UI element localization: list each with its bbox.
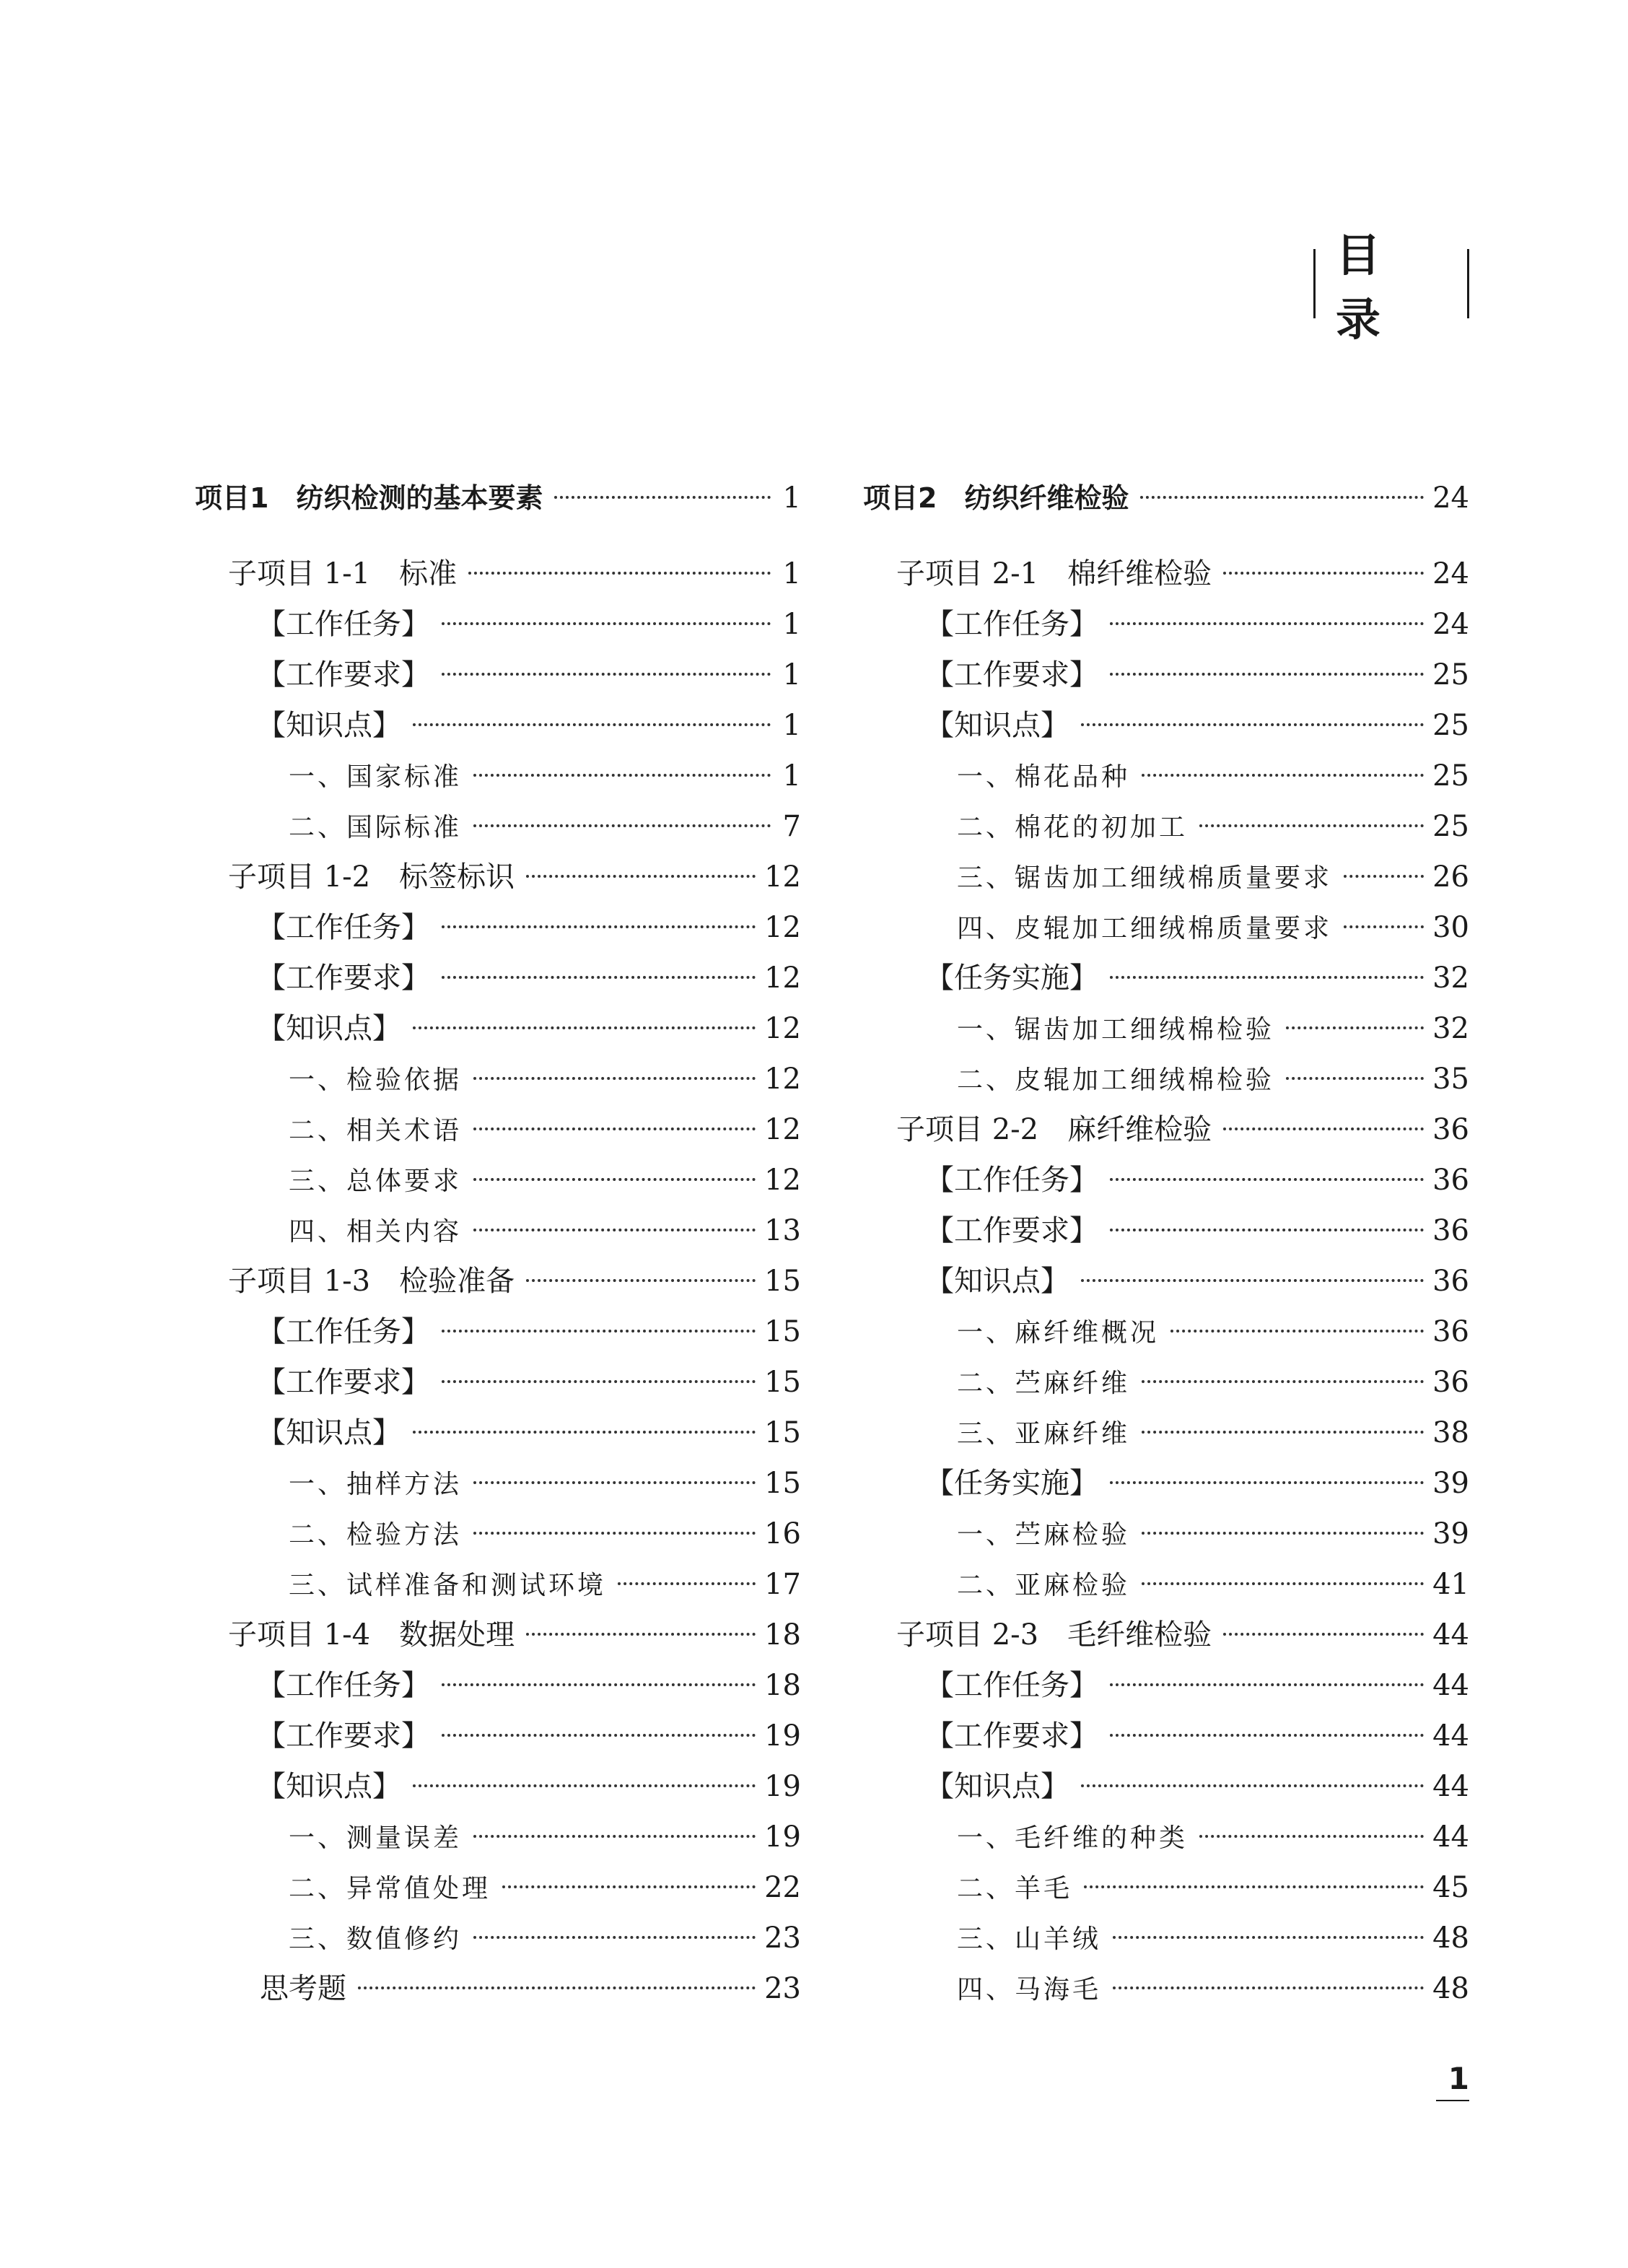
toc-leader-dots bbox=[1081, 1784, 1424, 1787]
toc-leader-dots bbox=[1140, 496, 1424, 499]
toc-leader-dots bbox=[442, 1330, 756, 1333]
toc-leader-dots bbox=[1344, 925, 1424, 928]
toc-entry-title: 二、相关术语 bbox=[289, 1116, 463, 1146]
toc-entry[interactable] bbox=[957, 805, 1469, 848]
toc-entry-title: 【工作任务】 bbox=[925, 1164, 1098, 1197]
toc-entry-page: 25 bbox=[1432, 810, 1469, 843]
toc-entry[interactable] bbox=[896, 1613, 1469, 1657]
toc-entry-title: 二、亚麻检验 bbox=[957, 1571, 1131, 1600]
toc-entry-page: 22 bbox=[764, 1871, 801, 1904]
toc-leader-dots bbox=[468, 572, 771, 575]
toc-entry-page: 1 bbox=[782, 759, 801, 793]
toc-entry[interactable] bbox=[289, 1462, 801, 1505]
toc-entry-page: 12 bbox=[764, 1012, 801, 1045]
toc-entry-title: 【工作要求】 bbox=[257, 1719, 430, 1753]
toc-entry[interactable] bbox=[289, 1563, 801, 1606]
toc-entry-page: 24 bbox=[1432, 481, 1469, 515]
toc-entry-title: 二、皮辊加工细绒棉检验 bbox=[957, 1065, 1275, 1095]
toc-entry-page: 25 bbox=[1432, 709, 1469, 742]
toc-leader-dots bbox=[1110, 1178, 1424, 1181]
toc-entry-page: 44 bbox=[1432, 1820, 1469, 1854]
toc-leader-dots bbox=[1142, 1582, 1424, 1585]
toc-entry[interactable] bbox=[925, 1714, 1469, 1758]
toc-entry[interactable] bbox=[925, 1462, 1469, 1505]
toc-entry-page: 25 bbox=[1432, 759, 1469, 793]
toc-leader-dots bbox=[1081, 723, 1424, 726]
toc-entry-title: 一、麻纤维概况 bbox=[957, 1318, 1160, 1348]
toc-entry[interactable] bbox=[957, 1007, 1469, 1050]
toc-leader-dots bbox=[1081, 1279, 1424, 1282]
toc-entry-page: 44 bbox=[1432, 1719, 1469, 1753]
toc-entry-title: 一、毛纤维的种类 bbox=[957, 1823, 1189, 1853]
toc-leader-dots bbox=[1199, 1835, 1424, 1838]
toc-entry-title: 子项目 2-2 麻纤维检验 bbox=[896, 1113, 1212, 1146]
toc-entry-page: 19 bbox=[764, 1770, 801, 1803]
toc-entry-title: 一、检验依据 bbox=[289, 1065, 463, 1095]
toc-entry-title: 二、苎麻纤维 bbox=[957, 1369, 1131, 1398]
toc-entry-title: 二、棉花的初加工 bbox=[957, 813, 1189, 842]
toc-entry[interactable] bbox=[257, 653, 801, 697]
toc-leader-dots bbox=[442, 976, 756, 979]
toc-entry-page: 36 bbox=[1432, 1164, 1469, 1197]
toc-entry[interactable] bbox=[257, 1714, 801, 1758]
toc-leader-dots bbox=[473, 1532, 756, 1535]
toc-leader-dots bbox=[1110, 622, 1424, 625]
toc-entry-page: 12 bbox=[764, 1113, 801, 1146]
toc-entry-title: 一、国家标准 bbox=[289, 762, 463, 792]
toc-leader-dots bbox=[442, 1683, 756, 1686]
toc-entry[interactable] bbox=[257, 603, 801, 646]
toc-entry[interactable] bbox=[257, 1007, 801, 1050]
toc-entry-page: 23 bbox=[764, 1922, 801, 1955]
toc-entry-page: 35 bbox=[1432, 1063, 1469, 1096]
toc-entry-title: 思考题 bbox=[260, 1972, 346, 2005]
toc-entry[interactable] bbox=[957, 1057, 1469, 1101]
toc-entry[interactable] bbox=[957, 1866, 1469, 1909]
toc-leader-dots bbox=[473, 1835, 756, 1838]
toc-leader-dots bbox=[442, 622, 771, 625]
toc-leader-dots bbox=[1142, 1380, 1424, 1383]
toc-entry-title: 一、测量误差 bbox=[289, 1823, 463, 1853]
toc-entry-page: 12 bbox=[764, 1063, 801, 1096]
toc-entry[interactable] bbox=[228, 1260, 801, 1303]
toc-entry[interactable] bbox=[257, 1310, 801, 1353]
toc-entry-page: 26 bbox=[1432, 860, 1469, 894]
toc-entry[interactable] bbox=[289, 1108, 801, 1151]
toc-leader-dots bbox=[413, 1026, 756, 1029]
toc-entry[interactable] bbox=[257, 1765, 801, 1808]
toc-entry[interactable] bbox=[257, 704, 801, 747]
toc-entry[interactable] bbox=[257, 906, 801, 949]
toc-leader-dots bbox=[1170, 1330, 1424, 1333]
toc-entry-title: 【工作任务】 bbox=[925, 1669, 1098, 1702]
toc-entry-title: 四、马海毛 bbox=[957, 1975, 1102, 2005]
toc-entry-page: 12 bbox=[764, 911, 801, 944]
toc-entry-page: 24 bbox=[1432, 608, 1469, 641]
toc-entry-title: 二、异常值处理 bbox=[289, 1874, 491, 1903]
toc-leader-dots bbox=[1286, 1077, 1424, 1080]
toc-leader-dots bbox=[413, 723, 771, 726]
toc-entry[interactable] bbox=[957, 1815, 1469, 1859]
toc-entry-title: 二、羊毛 bbox=[957, 1874, 1073, 1903]
toc-entry[interactable] bbox=[957, 1512, 1469, 1556]
toc-entry-title: 二、检验方法 bbox=[289, 1520, 463, 1550]
toc-entry-title: 【知识点】 bbox=[257, 709, 401, 742]
toc-entry-page: 39 bbox=[1432, 1467, 1469, 1500]
toc-entry-page: 24 bbox=[1432, 557, 1469, 590]
toc-entry[interactable] bbox=[863, 476, 1469, 520]
toc-entry-page: 12 bbox=[764, 860, 801, 894]
toc-entry-title: 【工作要求】 bbox=[257, 658, 430, 692]
toc-entry[interactable] bbox=[925, 704, 1469, 747]
toc-entry[interactable] bbox=[957, 1967, 1469, 2010]
toc-entry-title: 子项目 1-4 数据处理 bbox=[228, 1618, 515, 1652]
toc-entry-title: 一、锯齿加工细绒棉检验 bbox=[957, 1015, 1275, 1044]
toc-leader-dots bbox=[473, 1936, 756, 1939]
toc-entry-page: 36 bbox=[1432, 1265, 1469, 1298]
toc-entry[interactable] bbox=[957, 1411, 1469, 1454]
toc-entry[interactable] bbox=[289, 1159, 801, 1202]
toc-leader-dots bbox=[618, 1582, 756, 1585]
toc-entry[interactable] bbox=[957, 855, 1469, 899]
toc-entry-title: 【工作要求】 bbox=[925, 1214, 1098, 1247]
toc-entry-page: 1 bbox=[782, 481, 801, 515]
toc-entry-title: 三、试样准备和测试环境 bbox=[289, 1571, 607, 1600]
toc-leader-dots bbox=[1344, 875, 1424, 878]
toc-entry-page: 13 bbox=[764, 1214, 801, 1247]
toc-leader-dots bbox=[1142, 1431, 1424, 1434]
toc-entry[interactable] bbox=[957, 1361, 1469, 1404]
toc-leader-dots bbox=[473, 1128, 756, 1130]
toc-entry[interactable] bbox=[957, 1310, 1469, 1353]
toc-entry[interactable] bbox=[289, 1057, 801, 1101]
toc-entry-title: 四、皮辊加工细绒棉质量要求 bbox=[957, 914, 1333, 943]
toc-entry-page: 12 bbox=[764, 961, 801, 995]
toc-entry[interactable] bbox=[257, 956, 801, 1000]
toc-entry-page: 48 bbox=[1432, 1972, 1469, 2005]
toc-entry[interactable] bbox=[925, 1159, 1469, 1202]
toc-entry-page: 36 bbox=[1432, 1113, 1469, 1146]
toc-entry-page: 44 bbox=[1432, 1669, 1469, 1702]
page-number: 1 bbox=[1436, 2061, 1469, 2101]
toc-entry-title: 【工作任务】 bbox=[257, 1315, 430, 1348]
toc-entry-title: 【知识点】 bbox=[257, 1416, 401, 1449]
toc-entry[interactable] bbox=[289, 1916, 801, 1960]
toc-entry-page: 19 bbox=[764, 1719, 801, 1753]
toc-entry-title: 子项目 1-2 标签标识 bbox=[228, 860, 515, 894]
toc-leader-dots bbox=[526, 1279, 756, 1282]
toc-entry-page: 36 bbox=[1432, 1214, 1469, 1247]
toc-entry[interactable] bbox=[957, 1916, 1469, 1960]
toc-leader-dots bbox=[526, 1633, 756, 1636]
toc-leader-dots bbox=[413, 1431, 756, 1434]
toc-entry-title: 【工作任务】 bbox=[257, 911, 430, 944]
toc-leader-dots bbox=[413, 1784, 756, 1787]
toc-leader-dots bbox=[442, 925, 756, 928]
toc-entry[interactable] bbox=[228, 1613, 801, 1657]
toc-entry-page: 25 bbox=[1432, 658, 1469, 692]
toc-entry-page: 16 bbox=[764, 1517, 801, 1550]
toc-leader-dots bbox=[526, 875, 756, 878]
toc-entry-page: 36 bbox=[1432, 1315, 1469, 1348]
toc-leader-dots bbox=[1223, 1128, 1424, 1130]
toc-entry[interactable] bbox=[195, 476, 801, 520]
toc-entry-page: 7 bbox=[782, 810, 801, 843]
toc-leader-dots bbox=[1113, 1936, 1424, 1939]
toc-entry-title: 【知识点】 bbox=[925, 1265, 1069, 1298]
toc-entry-page: 18 bbox=[764, 1618, 801, 1652]
toc-entry-title: 三、数值修约 bbox=[289, 1924, 463, 1954]
toc-leader-dots bbox=[1223, 572, 1424, 575]
toc-entry[interactable] bbox=[925, 653, 1469, 697]
toc-entry-page: 18 bbox=[764, 1669, 801, 1702]
toc-entry[interactable] bbox=[896, 552, 1469, 596]
page-title: 目 录 bbox=[1313, 249, 1469, 318]
toc-entry-title: 三、山羊绒 bbox=[957, 1924, 1102, 1954]
toc-entry-title: 二、国际标准 bbox=[289, 813, 463, 842]
toc-entry-page: 1 bbox=[782, 608, 801, 641]
toc-entry-page: 12 bbox=[764, 1164, 801, 1197]
toc-leader-dots bbox=[442, 1380, 756, 1383]
toc-entry-page: 32 bbox=[1432, 1012, 1469, 1045]
toc-leader-dots bbox=[1110, 1229, 1424, 1231]
toc-leader-dots bbox=[1142, 1532, 1424, 1535]
toc-entry[interactable] bbox=[289, 1209, 801, 1252]
toc-entry-title: 【工作任务】 bbox=[257, 608, 430, 641]
toc-entry-page: 15 bbox=[764, 1315, 801, 1348]
toc-entry-page: 36 bbox=[1432, 1366, 1469, 1399]
toc-entry[interactable] bbox=[896, 1108, 1469, 1151]
toc-entry[interactable] bbox=[925, 1664, 1469, 1707]
toc-entry-page: 17 bbox=[764, 1568, 801, 1601]
toc-entry-title: 一、抽样方法 bbox=[289, 1470, 463, 1499]
toc-entry-page: 1 bbox=[782, 658, 801, 692]
toc-entry[interactable] bbox=[957, 1563, 1469, 1606]
toc-entry-page: 44 bbox=[1432, 1618, 1469, 1652]
toc-entry-title: 【工作要求】 bbox=[257, 1366, 430, 1399]
toc-entry-title: 【工作任务】 bbox=[257, 1669, 430, 1702]
toc-leader-dots bbox=[473, 1481, 756, 1484]
toc-entry-page: 23 bbox=[764, 1972, 801, 2005]
toc-entry-title: 三、亚麻纤维 bbox=[957, 1419, 1131, 1449]
toc-entry-page: 15 bbox=[764, 1366, 801, 1399]
toc-entry[interactable] bbox=[957, 906, 1469, 949]
toc-leader-dots bbox=[473, 824, 771, 827]
toc-leader-dots bbox=[1113, 1986, 1424, 1989]
toc-entry-title: 【任务实施】 bbox=[925, 1467, 1098, 1500]
toc-leader-dots bbox=[554, 496, 771, 499]
toc-leader-dots bbox=[473, 774, 771, 777]
toc-leader-dots bbox=[1110, 673, 1424, 676]
toc-entry-title: 【知识点】 bbox=[257, 1770, 401, 1803]
toc-entry[interactable] bbox=[925, 1209, 1469, 1252]
toc-leader-dots bbox=[1286, 1026, 1424, 1029]
toc-entry-page: 38 bbox=[1432, 1416, 1469, 1449]
toc-entry-title: 子项目 2-3 毛纤维检验 bbox=[896, 1618, 1212, 1652]
toc-entry-title: 【工作要求】 bbox=[925, 658, 1098, 692]
toc-leader-dots bbox=[1142, 774, 1424, 777]
toc-leader-dots bbox=[1110, 976, 1424, 979]
toc-entry-page: 15 bbox=[764, 1416, 801, 1449]
toc-entry-title: 【知识点】 bbox=[257, 1012, 401, 1045]
toc-entry-page: 48 bbox=[1432, 1922, 1469, 1955]
toc-entry-title: 【工作要求】 bbox=[257, 961, 430, 995]
toc-entry[interactable] bbox=[257, 1411, 801, 1454]
toc-entry[interactable] bbox=[289, 1815, 801, 1859]
toc-entry-title: 【知识点】 bbox=[925, 709, 1069, 742]
toc-entry[interactable] bbox=[289, 754, 801, 798]
toc-entry[interactable] bbox=[228, 855, 801, 899]
toc-entry-title: 项目2 纺织纤维检验 bbox=[863, 482, 1129, 514]
toc-entry-title: 【工作要求】 bbox=[925, 1719, 1098, 1753]
toc-entry[interactable] bbox=[925, 603, 1469, 646]
toc-entry-title: 三、总体要求 bbox=[289, 1166, 463, 1196]
toc-leader-dots bbox=[1223, 1633, 1424, 1636]
toc-leader-dots bbox=[442, 1734, 756, 1737]
toc-entry-page: 15 bbox=[764, 1467, 801, 1500]
toc-leader-dots bbox=[1110, 1683, 1424, 1686]
toc-leader-dots bbox=[358, 1986, 756, 1989]
toc-leader-dots bbox=[1110, 1734, 1424, 1737]
toc-leader-dots bbox=[473, 1178, 756, 1181]
toc-entry-title: 【任务实施】 bbox=[925, 961, 1098, 995]
toc-entry[interactable] bbox=[228, 552, 801, 596]
toc-entry-page: 41 bbox=[1432, 1568, 1469, 1601]
toc-entry-title: 子项目 1-1 标准 bbox=[228, 557, 458, 590]
toc-entry-page: 15 bbox=[764, 1265, 801, 1298]
toc-leader-dots bbox=[1110, 1481, 1424, 1484]
toc-entry-page: 30 bbox=[1432, 911, 1469, 944]
toc-entry-page: 1 bbox=[782, 709, 801, 742]
toc-entry[interactable] bbox=[925, 956, 1469, 1000]
toc-entry[interactable] bbox=[289, 1866, 801, 1909]
toc-leader-dots bbox=[502, 1885, 756, 1888]
toc-entry[interactable] bbox=[289, 805, 801, 848]
toc-leader-dots bbox=[1084, 1885, 1424, 1888]
toc-entry[interactable] bbox=[257, 1361, 801, 1404]
toc-entry-page: 32 bbox=[1432, 961, 1469, 995]
toc-entry[interactable] bbox=[260, 1967, 801, 2010]
toc-entry-page: 39 bbox=[1432, 1517, 1469, 1550]
toc-entry-title: 四、相关内容 bbox=[289, 1217, 463, 1247]
toc-entry-title: 一、苎麻检验 bbox=[957, 1520, 1131, 1550]
toc-leader-dots bbox=[442, 673, 771, 676]
toc-entry[interactable] bbox=[957, 754, 1469, 798]
toc-entry-page: 44 bbox=[1432, 1770, 1469, 1803]
toc-entry[interactable] bbox=[925, 1765, 1469, 1808]
toc-entry-page: 19 bbox=[764, 1820, 801, 1854]
toc-entry-page: 1 bbox=[782, 557, 801, 590]
toc-leader-dots bbox=[473, 1077, 756, 1080]
toc-entry-title: 【工作任务】 bbox=[925, 608, 1098, 641]
toc-entry-title: 一、棉花品种 bbox=[957, 762, 1131, 792]
toc-entry-title: 子项目 2-1 棉纤维检验 bbox=[896, 557, 1212, 590]
toc-entry-title: 子项目 1-3 检验准备 bbox=[228, 1265, 515, 1298]
toc-entry-title: 三、锯齿加工细绒棉质量要求 bbox=[957, 863, 1333, 893]
toc-entry-title: 项目1 纺织检测的基本要素 bbox=[195, 482, 543, 514]
toc-entry-page: 45 bbox=[1432, 1871, 1469, 1904]
toc-entry[interactable] bbox=[289, 1512, 801, 1556]
toc-leader-dots bbox=[1199, 824, 1424, 827]
toc-entry-title: 【知识点】 bbox=[925, 1770, 1069, 1803]
toc-entry[interactable] bbox=[257, 1664, 801, 1707]
toc-entry[interactable] bbox=[925, 1260, 1469, 1303]
toc-leader-dots bbox=[473, 1229, 756, 1231]
